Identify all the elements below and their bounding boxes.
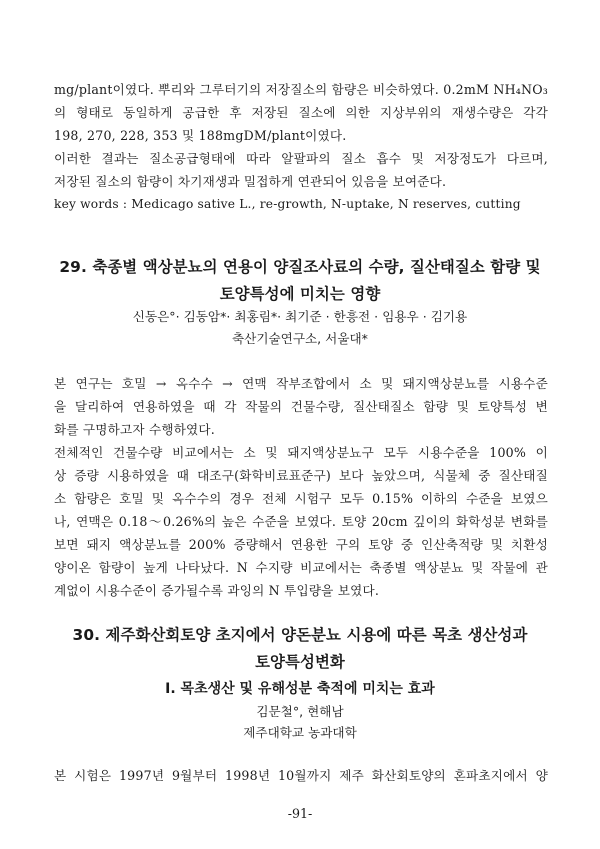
abstract-line: 전체적인 건물수량 비교에서는 소 및 돼지액상분뇨구 모두 시용수준을 100% 이 xyxy=(54,445,548,460)
intro-line: 저장된 질소의 함량이 차기재생과 밀접하게 연관되어 있음을 보여준다. xyxy=(54,174,447,189)
article-29-affiliation: 축산기술연구소, 서울대* xyxy=(232,331,368,346)
article-29-title-line2: 토양특성에 미치는 영향 xyxy=(219,285,381,303)
intro-line: mg/plant이였다. 뿌리와 그루터기의 저장질소의 함량은 비슷하였다. 0.2mM NH₄NO₃ xyxy=(54,82,548,97)
abstract-line: 화를 구명하고자 수행하였다. xyxy=(54,422,215,437)
keywords-line: key words : Medicago sative L., re-growth, N-uptake, N reserves, cutting xyxy=(54,197,521,211)
intro-line: 의 형태로 동일하게 공급한 후 저장된 질소에 의한 지상부위의 재생수량은 각각 xyxy=(54,105,548,120)
article-30-affiliation: 제주대학교 농과대학 xyxy=(243,725,357,740)
article-29-title xyxy=(40,254,560,308)
abstract-line: 을 달리하여 연용하였을 때 각 작물의 건물수량, 질산태질소 함량 및 토양특성 변 xyxy=(54,399,548,414)
article-30-subtitle: I. 목초생산 및 유해성분 축적에 미치는 효과 xyxy=(165,681,435,697)
abstract-line: 양이온 함량이 높게 나타났다. N 수지량 비교에서는 축종별 액상분뇨 및 작물에 관 xyxy=(54,560,548,575)
intro-line: 이러한 결과는 질소공급형태에 따라 알팔파의 질소 흡수 및 저장정도가 다르며, xyxy=(54,151,548,166)
article-29-title-line1: 29. 축종별 액상분뇨의 연용이 양질조사료의 수량, 질산태질소 함량 및 xyxy=(59,258,541,276)
article-30-title-line2: 토양특성변화 xyxy=(255,653,345,671)
abstract-line: 상 증량 시용하였을 때 대조구(화학비료표준구) 보다 높았으며, 식물체 중 질산태질 xyxy=(54,468,548,483)
abstract-line: 계없이 시용수준이 증가될수록 과잉의 N 투입량을 보였다. xyxy=(54,583,380,598)
abstract-line: 소 함량은 호밀 및 옥수수의 경우 전체 시험구 모두 0.15% 이하의 수준을 보였으 xyxy=(54,491,548,506)
abstract-line: 나, 연맥은 0.18～0.26%의 높은 수준을 보였다. 토양 20cm 깊이의 화학성분 변화를 xyxy=(54,514,548,529)
article-30-title-line1: 30. 제주화산회토양 초지에서 양돈분뇨 시용에 따른 목초 생산성과 xyxy=(72,626,528,644)
article-29-authors: 신동은°· 김동암*· 최홍림*· 최기준 · 한흥전 · 임용우 · 김기용 xyxy=(132,309,468,324)
article-30-abstract xyxy=(54,764,548,787)
intro-paragraph xyxy=(54,78,548,216)
abstract-line: 본 연구는 호밀 → 옥수수 → 연맥 작부조합에서 소 및 돼지액상분뇨를 시용수준 xyxy=(54,376,548,391)
article-30-authors: 김문철°, 현해남 xyxy=(256,704,344,719)
intro-line: 198, 270, 228, 353 및 188mgDM/plant이였다. xyxy=(54,128,347,143)
page-number: -91- xyxy=(287,806,313,821)
abstract-line: 본 시험은 1997년 9월부터 1998년 10월까지 제주 화산회토양의 혼파초지에서 양 xyxy=(54,768,548,783)
article-29-abstract xyxy=(54,372,548,602)
article-30-title xyxy=(40,622,560,676)
abstract-line: 보면 돼지 액상분뇨를 200% 증량해서 연용한 구의 토양 중 인산축적량 및 치환성 xyxy=(54,537,548,552)
